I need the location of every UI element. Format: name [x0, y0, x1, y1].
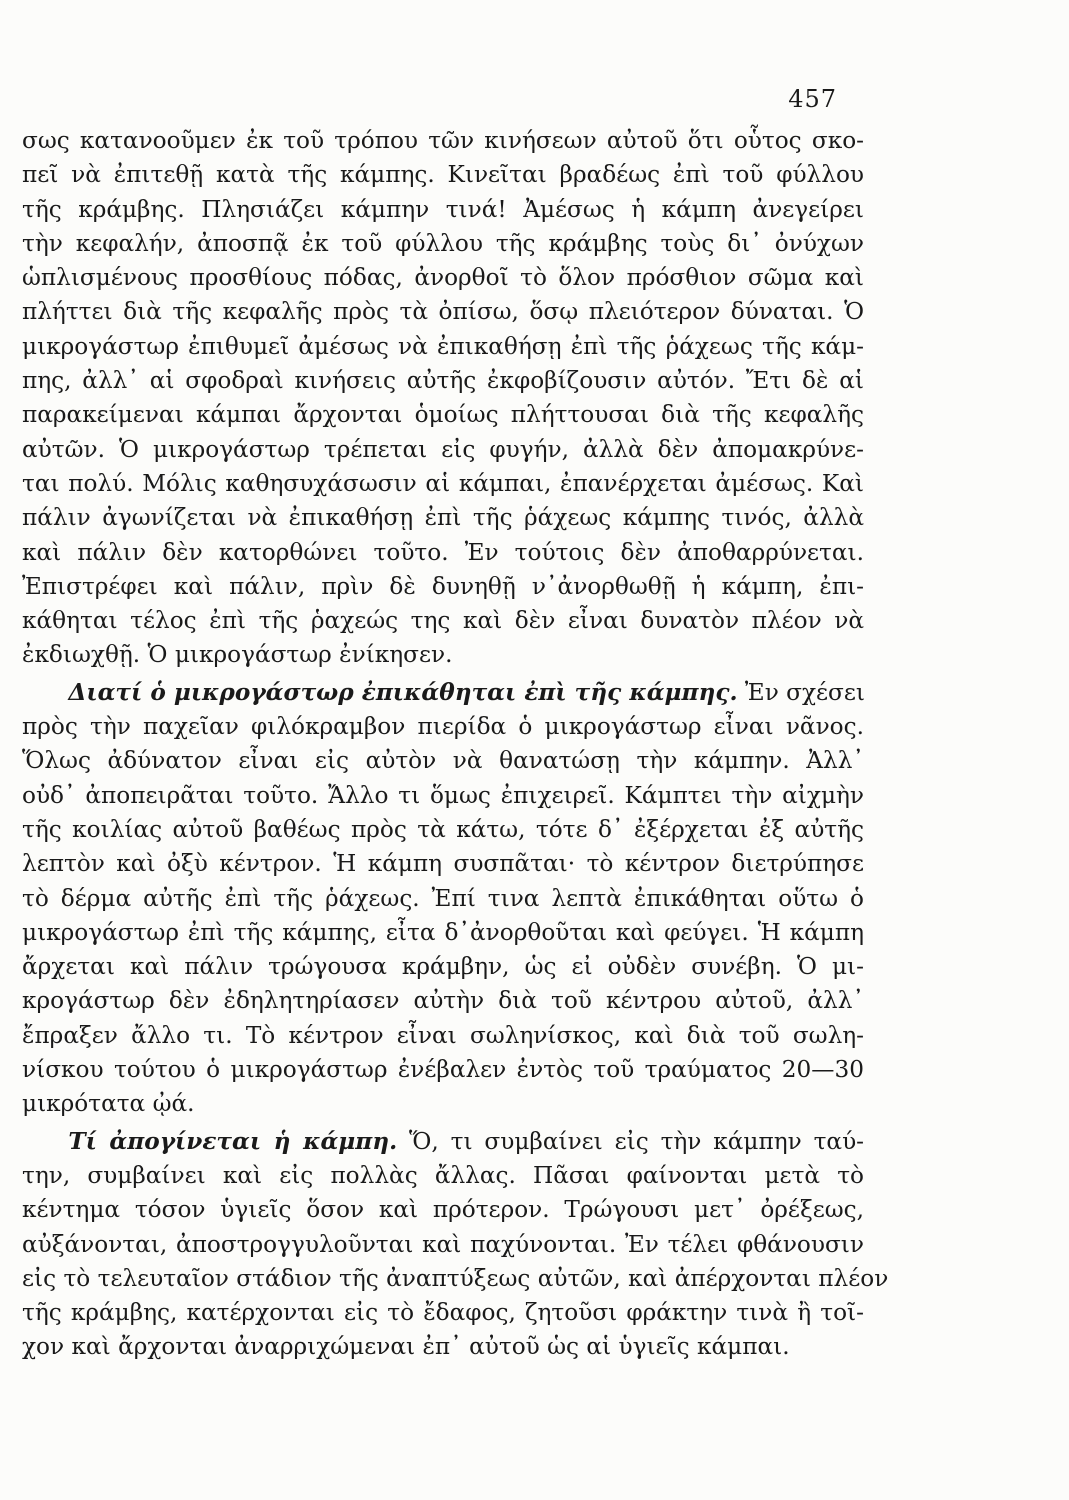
section-first-line — [22, 676, 864, 710]
text-line: ἄρχεται καὶ πάλιν τρώγουσα κράμβην, ὡς εἰ οὐδὲν συνέβη. Ὁ μι- — [22, 953, 864, 981]
text-line: μικρογάστωρ ἐπὶ τῆς κάμπης, εἶτα δ᾽ἀνορθοῦται καὶ φεύγει. Ἡ κάμπη — [22, 918, 864, 946]
body-text — [22, 124, 889, 1365]
section-why-sits — [22, 676, 864, 1122]
text-line: την, συμβαίνει καὶ εἰς πολλὰς ἄλλας. Πᾶσαι φαίνονται μετὰ τὸ — [22, 1161, 864, 1189]
text-line: καὶ πάλιν δὲν κατορθώνει τοῦτο. Ἐν τούτοις δὲν ἀποθαρρύνεται. — [22, 538, 864, 566]
text-line: πάλιν ἀγωνίζεται νὰ ἐπικαθήσῃ ἐπὶ τῆς ῥάχεως κάμπης τινός, ἀλλὰ — [22, 504, 864, 532]
text-line: πης, ἀλλ᾽ αἱ σφοδραὶ κινήσεις αὐτῆς ἐκφοβίζουσιν αὐτόν. Ἔτι δὲ αἱ — [22, 367, 864, 395]
paragraph-fight — [22, 124, 864, 673]
text-line: ται πολύ. Μόλις καθησυχάσωσιν αἱ κάμπαι, ἐπανέρχεται ἀμέσως. Καὶ — [22, 469, 864, 497]
text-line: αὐτῶν. Ὁ μικρογάστωρ τρέπεται εἰς φυγήν, ἀλλὰ δὲν ἀπομακρύνε- — [22, 435, 864, 463]
text-line: Ὅλως ἀδύνατον εἶναι εἰς αὐτὸν νὰ θανατώσῃ τὴν κάμπην. Ἀλλ᾽ — [22, 747, 864, 775]
text-line: μικρότατα ᾠά. — [22, 1090, 195, 1118]
text-line: χον καὶ ἄρχονται ἀναρριχώμεναι ἐπ᾽ αὐτοῦ ὡς αἱ ὑγιεῖς κάμπαι. — [22, 1333, 790, 1361]
text-line: τῆς κράμβης. Πλησιάζει κάμπην τινά! Ἀμέσως ἡ κάμπη ἀνεγείρει — [22, 195, 864, 223]
text-line: οὐδ᾽ ἀποπειρᾶται τοῦτο. Ἄλλο τι ὅμως ἐπιχειρεῖ. Κάμπτει τὴν αἰχμὴν — [22, 781, 864, 809]
text-line: κρογάστωρ δὲν ἐδηλητηρίασεν αὐτὴν διὰ τοῦ κέντρου αὐτοῦ, ἀλλ᾽ — [22, 987, 864, 1015]
text-line: κάθηται τέλος ἐπὶ τῆς ῥαχεώς της καὶ δὲν εἶναι δυνατὸν πλέον νὰ — [22, 607, 864, 635]
text-line: τῆς κράμβης, κατέρχονται εἰς τὸ ἔδαφος, ζητοῦσι φράκτην τινὰ ἢ τοῖ- — [22, 1299, 864, 1327]
text-line: τῆς κοιλίας αὐτοῦ βαθέως πρὸς τὰ κάτω, τότε δ᾽ ἐξέρχεται ἐξ αὐτῆς — [22, 815, 864, 843]
section-heading: Τί ἀπογίνεται ἡ κάμπη. — [68, 1127, 398, 1155]
text-line: νίσκου τούτου ὁ μικρογάστωρ ἐνέβαλεν ἐντὸς τοῦ τραύματος 20—30 — [22, 1056, 864, 1084]
text-line: Ἐπιστρέφει καὶ πάλιν, πρὶν δὲ δυνηθῇ ν᾽ἀνορθωθῇ ἡ κάμπη, ἐπι- — [22, 572, 864, 600]
section-text: Ἐν σχέσει — [744, 678, 865, 706]
section-what-becomes — [22, 1125, 889, 1365]
text-line: κέντημα τόσον ὑγιεῖς ὅσον καὶ πρότερον. Τρώγουσι μετ᾽ ὀρέξεως, — [22, 1196, 864, 1224]
section-first-line — [22, 1125, 864, 1159]
text-line: ἐκδιωχθῇ. Ὁ μικρογάστωρ ἐνίκησεν. — [22, 641, 453, 669]
section-text: Ὅ, τι συμβαίνει εἰς τὴν κάμπην ταύ- — [409, 1127, 865, 1155]
text-line: ὡπλισμένους προσθίους πόδας, ἀνορθοῖ τὸ ὅλον πρόσθιον σῶμα καὶ — [22, 264, 864, 292]
page-number: 457 — [788, 85, 837, 113]
text-line: πλήττει διὰ τῆς κεφαλῆς πρὸς τὰ ὀπίσω, ὅσῳ πλειότερον δύναται. Ὁ — [22, 298, 864, 326]
text-line: τὴν κεφαλήν, ἀποσπᾷ ἐκ τοῦ φύλλου τῆς κράμβης τοὺς δι᾽ ὀνύχων — [22, 229, 864, 257]
text-line: λεπτὸν καὶ ὀξὺ κέντρον. Ἡ κάμπη συσπᾶται· τὸ κέντρον διετρύπησε — [22, 850, 864, 878]
text-line: πρὸς τὴν παχεῖαν φιλόκραμβον πιερίδα ὁ μικρογάστωρ εἶναι νᾶνος. — [22, 713, 864, 741]
text-line: μικρογάστωρ ἐπιθυμεῖ ἀμέσως νὰ ἐπικαθήσῃ ἐπὶ τῆς ῥάχεως τῆς κάμ- — [22, 332, 864, 360]
text-line: σως κατανοοῦμεν ἐκ τοῦ τρόπου τῶν κινήσεων αὐτοῦ ὅτι οὗτος σκο- — [22, 127, 864, 154]
text-line: τὸ δέρμα αὐτῆς ἐπὶ τῆς ῥάχεως. Ἐπί τινα λεπτὰ ἐπικάθηται οὕτω ὁ — [22, 884, 864, 912]
text-line: ἔπραξεν ἄλλο τι. Τὸ κέντρον εἶναι σωληνίσκος, καὶ διὰ τοῦ σωλη- — [22, 1021, 864, 1049]
text-line: εἰς τὸ τελευταῖον στάδιον τῆς ἀναπτύξεως αὐτῶν, καὶ ἀπέρχονται πλέον — [22, 1264, 889, 1292]
section-heading: Διατί ὁ μικρογάστωρ ἐπικάθηται ἐπὶ τῆς κάμπης. — [68, 678, 738, 706]
text-line: πεῖ νὰ ἐπιτεθῇ κατὰ τῆς κάμπης. Κινεῖται βραδέως ἐπὶ τοῦ φύλλου — [22, 161, 864, 189]
text-line: αὐξάνονται, ἀποστρογγυλοῦνται καὶ παχύνονται. Ἐν τέλει φθάνουσιν — [22, 1230, 864, 1258]
text-line: παρακείμεναι κάμπαι ἄρχονται ὁμοίως πλήττουσαι διὰ τῆς κεφαλῆς — [22, 401, 864, 429]
